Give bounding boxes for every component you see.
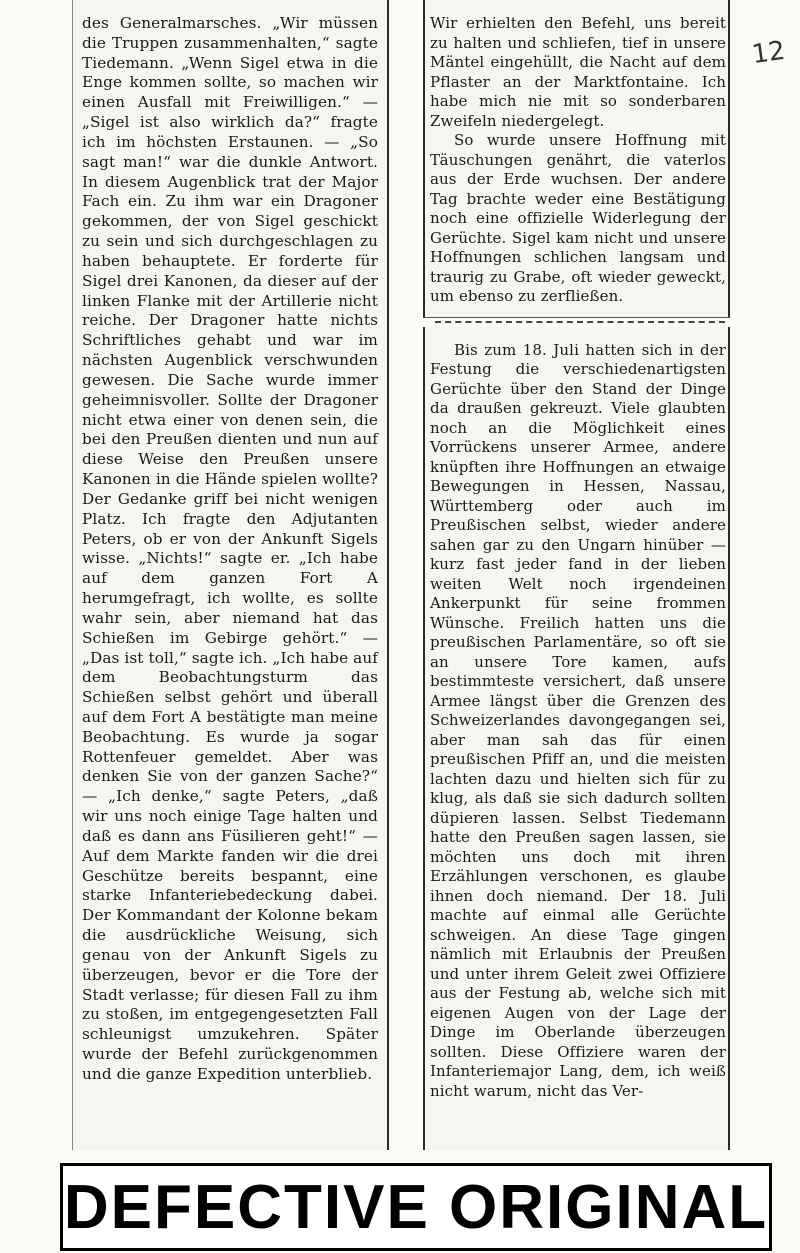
right-paragraph-3: Bis zum 18. Juli hatten sich in der Festung die verschiedenartigsten Gerüchte über den Stand der Dinge da draußen gekreuzt. Viele glaubten noch an die Möglichkeit eines Vorrückens unserer Armee, andere knüpften ihre Hoffnungen an etwaige Bewegungen in Hessen, Nassau, Württemberg oder auch im Preußischen selbst, wieder andere sahen gar zu den Ungarn hinüber — kurz fast jeder fand in der lieben weiten Welt noch irgendeinen Ankerpunkt für seine frommen Wünsche. Freilich hatten uns die preußischen Parlamentäre, so oft sie an unsere Tore kamen, aufs bestimmteste versichert, daß unsere Armee längst über die Grenzen des Schweizerlandes davongegangen sei, aber man sah das für einen preußischen Pfiff an, und die meisten lachten dazu und hielten sich für zu klug, als daß sie sich dadurch sollten düpieren lassen. Selbst Tiedemann hatte den Preußen sagen lassen, sie möchten uns doch mit ihren Erzählungen verschonen, es glaube ihnen doch niemand. Der 18. Juli machte auf einmal alle Gerüchte schweigen. An diese Tage gingen nämlich mit Erlaubnis der Preußen und unter ihrem Geleit zwei Offiziere aus der Festung ab, welche sich mit eigenen Augen von der Lage der Dinge im Oberlande überzeugen sollten. Diese Offiziere waren der Infanteriemajor Lang, dem, ich weiß nicht warum, nicht das Ver- (430, 340, 726, 1100)
right-paragraph-1: Wir erhielten den Befehl, uns bereit zu halten und schliefen, tief in unsere Mäntel eingehüllt, die Nacht auf dem Pflaster an der Marktfontaine. Ich habe mich nie mit so sonderbaren Zweifeln niedergelegt. (430, 14, 726, 130)
right-paragraph-2: So wurde unsere Hoffnung mit Täuschungen genährt, die vaterlos aus der Erde wuchsen. Der andere Tag brachte weder eine Bestätigung noch eine offizielle Widerlegung der Gerüchte. Sigel kam nicht und unsere Hoffnungen schlichen langsam und traurig zu Grabe, oft wieder geweckt, um ebenso zu zerfließen. (430, 131, 726, 305)
section-divider (435, 321, 725, 323)
page-number: 12 (750, 35, 788, 71)
left-paragraph-1: des Generalmarsches. „Wir müssen die Truppen zusammenhalten,“ sagte Tiedemann. „Wenn Sigel etwa in die Enge kommen sollte, so machen wir einen Ausfall mit Freiwilligen.“ — „Sigel ist also wirklich da?“ fragte ich im höchsten Erstaunen. — „So sagt man!“ war die dunkle Antwort. In diesem Augenblick trat der Major Fach ein. Zu ihm war ein Dragoner gekommen, der von Sigel geschickt zu sein und sich durchgeschlagen zu haben behauptete. Er forderte für Sigel drei Kanonen, da dieser auf der linken Flanke mit der Artillerie nicht reiche. Der Dragoner hatte nichts Schriftliches gehabt und war im nächsten Augenblick verschwunden gewesen. Die Sache wurde immer geheimnisvoller. Sollte der Dragoner nicht etwa einer von denen sein, die bei den Preußen dienten und nun auf diese Weise den Preußen unsere Kanonen in die Hände spielen wollte? Der Gedanke griff bei nicht wenigen Platz. Ich fragte den Adjutanten Peters, ob er von der Ankunft Sigels wisse. „Nichts!“ sagte er. „Ich habe auf dem ganzen Fort A herumgefragt, ich wollte, es sollte wahr sein, aber niemand hat das Schießen im Gebirge gehört.“ — „Das ist toll,“ sagte ich. „Ich habe auf dem Beobachtungsturm das Schießen selbst gehört und überall auf dem Fort A bestätigte man meine Beobachtung. Es wurde ja sogar Rottenfeuer gemeldet. Aber was denken Sie von der ganzen Sache?“ — „Ich denke,“ sagte Peters, „daß wir uns noch einige Tage halten und daß es dann ans Füsilieren geht!“ — Auf dem Markte fanden wir die drei Geschütze bereits bespannt, eine starke Infanteriebedeckung dabei. Der Kommandant der Kolonne bekam die ausdrückliche Weisung, sich genau von der Ankunft Sigels zu überzeugen, bevor er die Tore der Stadt verlasse; für diesen Fall zu ihm zu stoßen, im entgegengesetzten Fall schleunigst umzukehren. Später wurde der Befehl zurückgenommen und die ganze Expedition unterblieb. (82, 14, 378, 1083)
defective-original-banner (60, 1163, 772, 1251)
banner-text: DEFECTIVE ORIGINAL (63, 1172, 769, 1242)
left-column (82, 0, 378, 1085)
right-column (430, 0, 726, 1101)
